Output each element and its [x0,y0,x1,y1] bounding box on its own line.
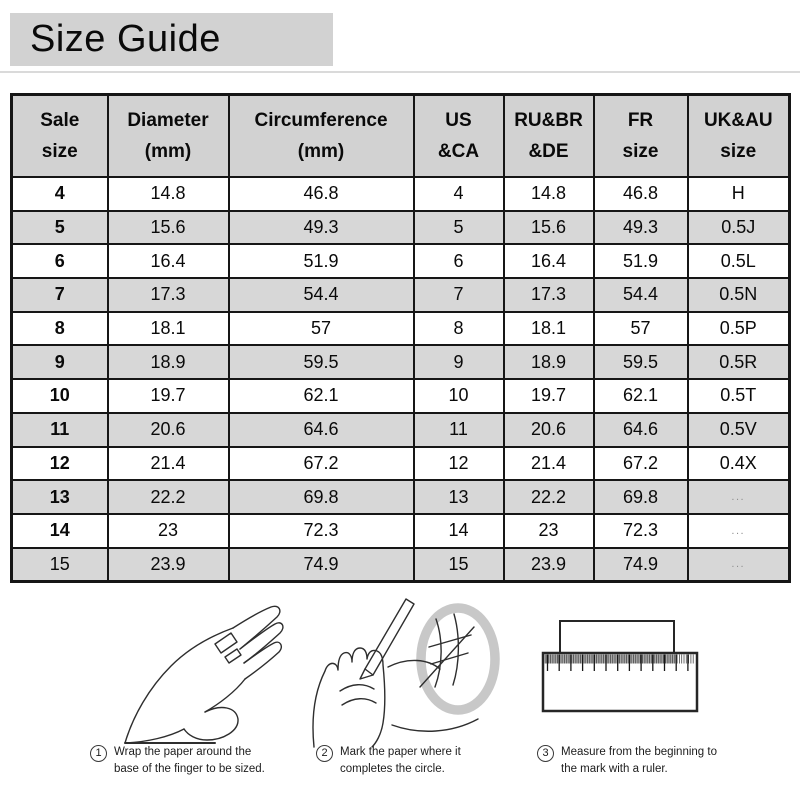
table-cell: 18.1 [108,312,229,346]
table-cell: 14 [414,514,504,548]
thumb [184,708,238,740]
table-cell: 15 [12,548,108,582]
table-cell: 49.3 [594,211,688,245]
table-cell: 0.5R [688,345,790,379]
table-cell: 7 [414,278,504,312]
table-cell: 9 [12,345,108,379]
step-text: Measure from the beginning to the mark with a ruler. [561,746,717,775]
table-cell: 54.4 [594,278,688,312]
table-cell: 0.4X [688,447,790,481]
table-cell: 12 [12,447,108,481]
table-cell: 15.6 [504,211,594,245]
table-cell: 14.8 [108,177,229,211]
table-body [12,177,790,582]
column-header: Diameter (mm) [108,95,229,178]
table-cell: 64.6 [594,413,688,447]
table-row [12,312,790,346]
table-cell: 0.5V [688,413,790,447]
table-cell: 11 [12,413,108,447]
size-table [10,93,791,583]
table-row [12,278,790,312]
step-2 [316,744,461,777]
table-cell: 8 [414,312,504,346]
pen [365,599,414,675]
title-banner [10,13,333,66]
table-cell: 13 [414,480,504,514]
table-cell: 16.4 [504,244,594,278]
table-cell: 18.9 [504,345,594,379]
table-cell: 23 [108,514,229,548]
finger [233,606,280,649]
table-cell: ... [688,480,790,514]
paper-strip-fold [225,649,241,663]
paper-band [340,685,374,691]
table-cell: 18.9 [108,345,229,379]
step-number: 1 [90,745,107,762]
table-cell: 72.3 [594,514,688,548]
step-1 [90,744,265,777]
step-text: Wrap the paper around the base of the finger to be sized. [114,746,265,775]
table-cell: 10 [12,379,108,413]
table-cell: 19.7 [504,379,594,413]
table-cell: 22.2 [504,480,594,514]
table-cell: ... [688,548,790,582]
step-text: Mark the paper where it completes the circle. [340,746,461,775]
table-cell: 20.6 [504,413,594,447]
table-cell: H [688,177,790,211]
table-cell: 18.1 [504,312,594,346]
table-row [12,177,790,211]
paper-band [342,699,376,705]
table-cell: 21.4 [504,447,594,481]
table-cell: 17.3 [108,278,229,312]
table-cell: 0.5J [688,211,790,245]
table-cell: 10 [414,379,504,413]
other-hand-top [388,660,440,669]
other-hand-bottom [392,719,478,731]
table-cell: 13 [12,480,108,514]
table-cell: 62.1 [594,379,688,413]
step-3 [537,744,717,777]
table-cell: 51.9 [594,244,688,278]
table-cell: 5 [12,211,108,245]
table-cell: 5 [414,211,504,245]
table-cell: 67.2 [594,447,688,481]
table-cell: 72.3 [229,514,414,548]
paper-strip [215,633,237,653]
table-cell: 14 [12,514,108,548]
column-header: Sale size [12,95,108,178]
ruler-icon [538,615,710,723]
table-cell: 74.9 [229,548,414,582]
table-cell: 14.8 [504,177,594,211]
table-cell: 8 [12,312,108,346]
table-head [12,95,790,178]
table-cell: 64.6 [229,413,414,447]
table-cell: 46.8 [229,177,414,211]
table-cell: 4 [414,177,504,211]
table-cell: 62.1 [229,379,414,413]
table-cell: 6 [12,244,108,278]
table-cell: 49.3 [229,211,414,245]
table-cell: 6 [414,244,504,278]
step-number: 2 [316,745,333,762]
table-cell: 4 [12,177,108,211]
column-header: Circumference (mm) [229,95,414,178]
table-cell: 16.4 [108,244,229,278]
table-cell: 46.8 [594,177,688,211]
table-cell: 22.2 [108,480,229,514]
header-row [12,95,790,178]
divider [0,71,800,73]
page-title: Size Guide [30,18,221,60]
column-header: UK&AU size [688,95,790,178]
mark-hand-icon [300,597,515,750]
table-cell: 51.9 [229,244,414,278]
ring-finger-detail [435,619,441,687]
table-row [12,514,790,548]
table-cell: ... [688,514,790,548]
wrap-hand-icon [95,600,310,750]
table-cell: 15.6 [108,211,229,245]
table-cell: 57 [594,312,688,346]
table-cell: 0.5P [688,312,790,346]
table-cell: 0.5N [688,278,790,312]
table-cell: 57 [229,312,414,346]
table-cell: 69.8 [594,480,688,514]
table-cell: 74.9 [594,548,688,582]
table-row [12,480,790,514]
table-cell: 54.4 [229,278,414,312]
table-cell: 23.9 [108,548,229,582]
wrist [125,729,184,743]
table-cell: 12 [414,447,504,481]
table-cell: 0.5T [688,379,790,413]
table-cell: 11 [414,413,504,447]
paper-strip [560,621,674,653]
table-cell: 15 [414,548,504,582]
table-row [12,345,790,379]
table-cell: 59.5 [229,345,414,379]
table-row [12,447,790,481]
step-number: 3 [537,745,554,762]
column-header: RU&BR &DE [504,95,594,178]
table-cell: 59.5 [594,345,688,379]
table-cell: 19.7 [108,379,229,413]
column-header: US &CA [414,95,504,178]
table-row [12,244,790,278]
table-cell: 7 [12,278,108,312]
column-header: FR size [594,95,688,178]
table-row [12,413,790,447]
table-row [12,379,790,413]
table-cell: 23.9 [504,548,594,582]
table-cell: 23 [504,514,594,548]
table-cell: 9 [414,345,504,379]
table-cell: 67.2 [229,447,414,481]
table-row [12,211,790,245]
table-cell: 69.8 [229,480,414,514]
table-row [12,548,790,582]
table-cell: 17.3 [504,278,594,312]
table-cell: 21.4 [108,447,229,481]
table-cell: 0.5L [688,244,790,278]
table-cell: 20.6 [108,413,229,447]
